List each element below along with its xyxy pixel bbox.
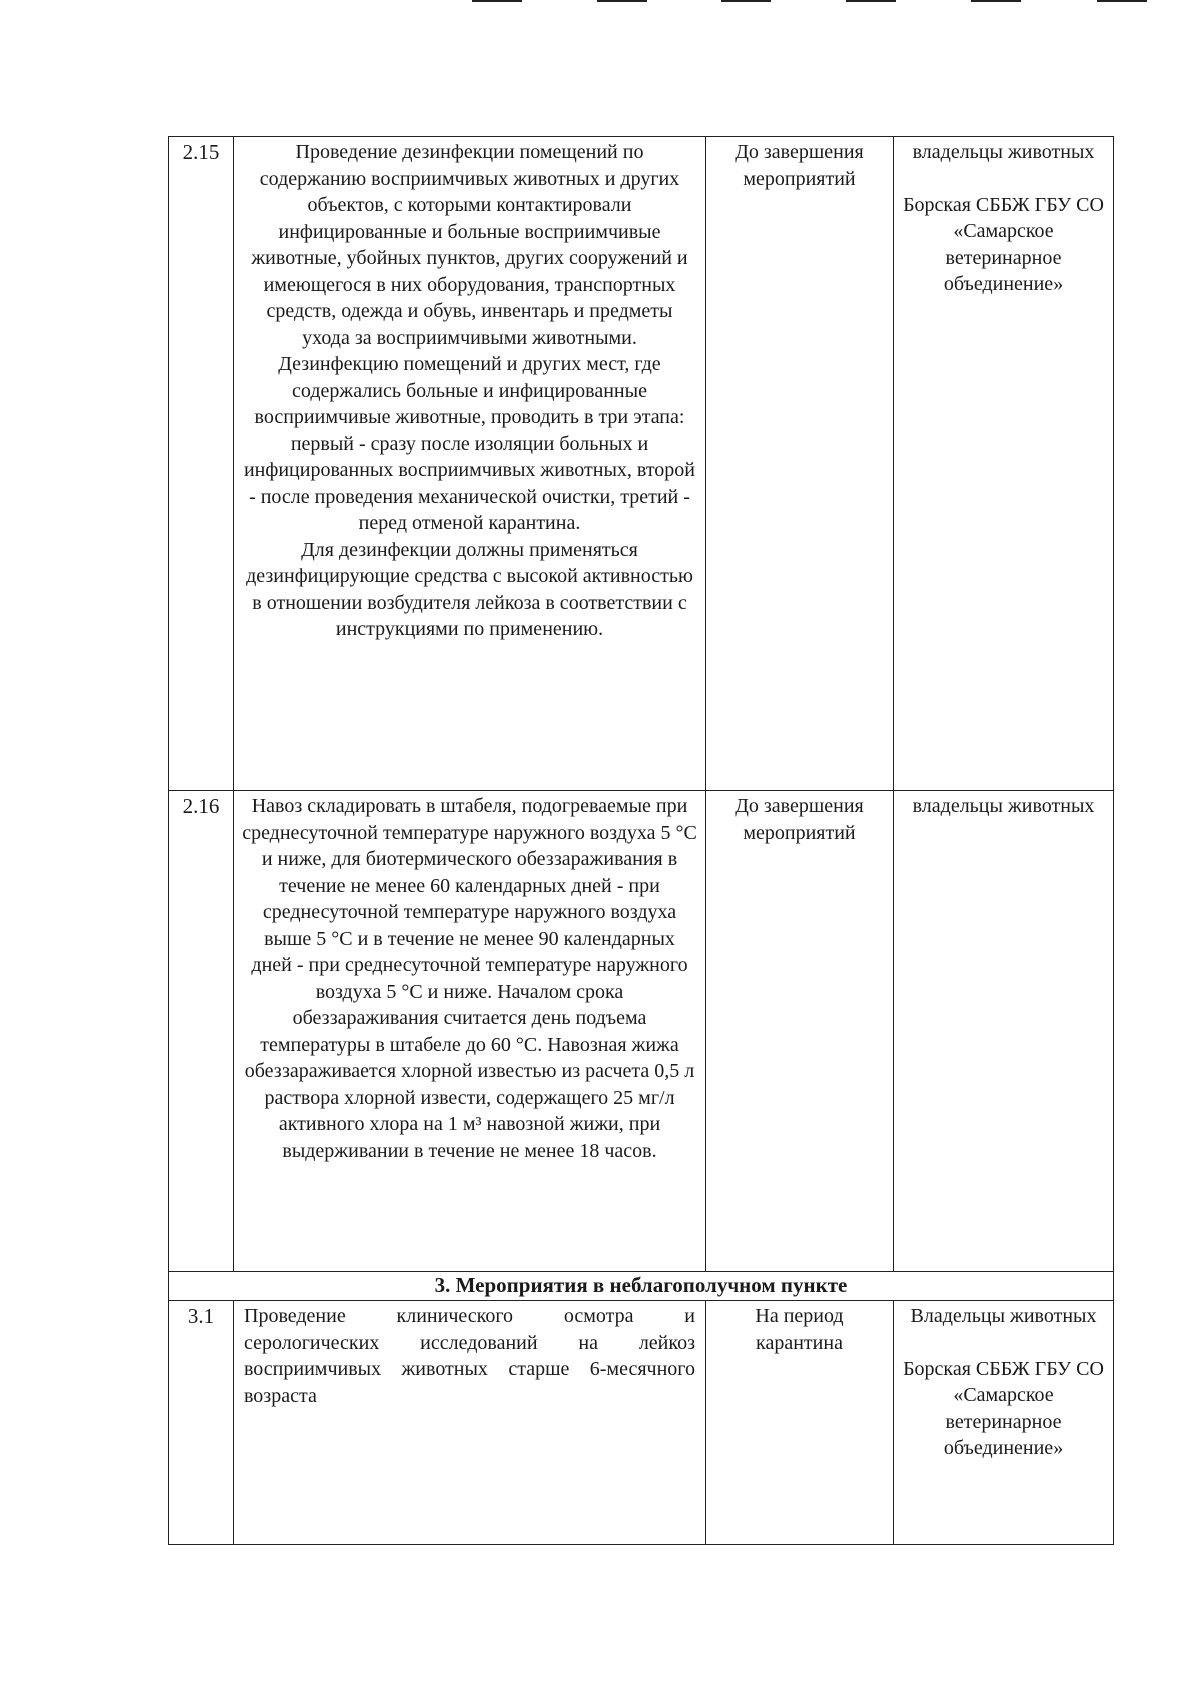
section-title: 3. Мероприятия в неблагополучном пункте xyxy=(169,1272,1114,1301)
measure-description xyxy=(234,137,706,791)
responsible-owners: владельцы животных xyxy=(912,141,1095,163)
term-text: На период карантина xyxy=(755,1305,844,1354)
term-text: До завершения мероприятий xyxy=(735,795,864,844)
paragraph: Для дезинфекции должны применяться дезинфицирующие средства с высокой активностью в отношении возбудителя лейкоза в соответствии с инструкциями по применению. xyxy=(246,538,693,640)
paragraph: Проведение клинического осмотра и серологических исследований на лейкоз восприимчивых животных старше 6-месячного возраста xyxy=(244,1305,695,1407)
table-row xyxy=(169,1301,1114,1545)
paragraph: Проведение дезинфекции помещений по содержанию восприимчивых животных и других объектов, с которыми контактировали инфицированные и больные восприимчивые животные, убойных пунктов, других сооружений и имеющегося в них оборудования, транспортных средств, одежда и обувь, инвентарь и предметы ухода за восприимчивыми животными. xyxy=(251,141,688,349)
row-number: 2.15 xyxy=(169,137,234,791)
responsible-cell xyxy=(894,1301,1114,1545)
scan-mark xyxy=(846,0,896,2)
responsible-owners: владельцы животных xyxy=(912,795,1095,817)
scan-mark xyxy=(971,0,1021,2)
term-cell xyxy=(706,791,894,1272)
term-cell xyxy=(706,1301,894,1545)
scan-mark xyxy=(472,0,522,2)
measures-table xyxy=(168,136,1114,1545)
measure-description xyxy=(234,1301,706,1545)
measure-description xyxy=(234,791,706,1272)
responsible-organization: Борская СББЖ ГБУ СО «Самарское ветеринарное объединение» xyxy=(903,1357,1104,1459)
table-row xyxy=(169,137,1114,791)
row-number: 2.16 xyxy=(169,791,234,1272)
row-number: 3.1 xyxy=(169,1301,234,1545)
section-header-row xyxy=(169,1272,1114,1301)
paragraph: Навоз складировать в штабеля, подогреваемые при среднесуточной температуре наружного воздуха 5 °С и ниже, для биотермического обеззараживания в течение не менее 60 календарных дней - при среднесуточной температуре наружного воздуха выше 5 °С и в течение не менее 90 календарных дней - при среднесуточной температуре наружного воздуха 5 °С и ниже. Началом срока обеззараживания считается день подъема температуры в штабеле до 60 °С. Навозная жижа обеззараживается хлорной известью из расчета 0,5 л раствора хлорной извести, содержащего 25 мг/л активного хлора на 1 м³ навозной жижи, при выдерживании в течение не менее 18 часов. xyxy=(242,795,697,1162)
term-text: До завершения мероприятий xyxy=(735,141,864,190)
responsible-organization: Борская СББЖ ГБУ СО «Самарское ветеринарное объединение» xyxy=(903,193,1104,295)
table-row xyxy=(169,791,1114,1272)
scan-mark xyxy=(597,0,647,2)
term-cell xyxy=(706,137,894,791)
responsible-cell xyxy=(894,137,1114,791)
paragraph: Дезинфекцию помещений и других мест, где содержались больные и инфицированные восприимчивые животные, проводить в три этапа: первый - сразу после изоляции больных и инфицированных восприимчивых животных, второй - после проведения механической очистки, третий - перед отменой карантина. xyxy=(243,353,696,534)
responsible-cell xyxy=(894,791,1114,1272)
scan-mark xyxy=(1097,0,1147,2)
scan-mark xyxy=(721,0,771,2)
responsible-owners: Владельцы животных xyxy=(910,1305,1097,1327)
